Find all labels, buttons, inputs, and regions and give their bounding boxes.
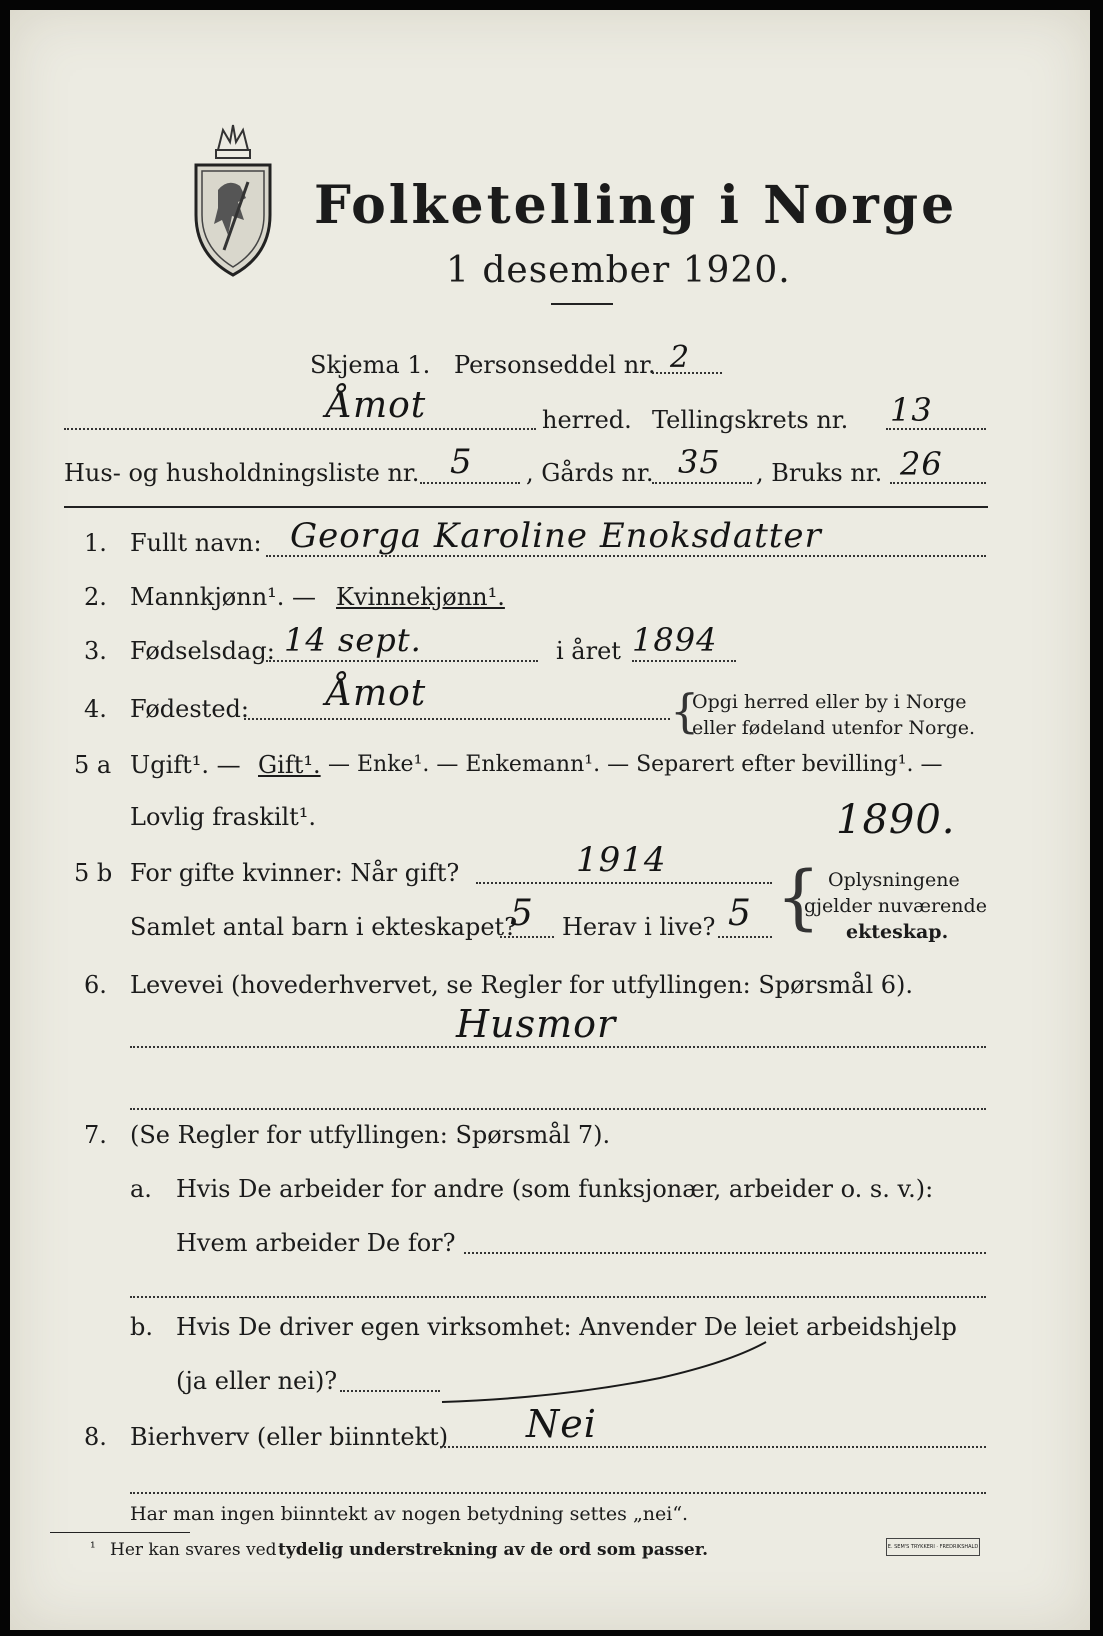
q7-label: (Se Regler for utfyllingen: Spørsmål 7). [130, 1121, 611, 1149]
q1-label: Fullt navn: [130, 529, 262, 557]
q7a-line1: Hvis De arbeider for andre (som funksjonær, arbeider o. s. v.): [176, 1175, 934, 1203]
birth-year-field[interactable] [632, 660, 736, 662]
footnote-rule [50, 1532, 190, 1533]
q8-number: 8. [84, 1423, 107, 1451]
marriage-year-value: 1914 [576, 840, 667, 880]
tellingskrets-value: 13 [890, 391, 933, 429]
q7b-number: b. [130, 1313, 153, 1341]
q5a-line2: Lovlig fraskilt¹. [130, 803, 317, 831]
q4-number: 4. [84, 695, 107, 723]
herred-label: herred. [542, 406, 632, 434]
occupation-field[interactable] [130, 1046, 986, 1048]
q3-label: Fødselsdag: [130, 637, 275, 665]
footnote-mark: ¹ [90, 1540, 96, 1556]
gards-field[interactable] [652, 482, 752, 484]
q6-number: 6. [84, 971, 107, 999]
q5b-note-line3: ekteskap. [846, 921, 949, 943]
personseddel-label: Personseddel nr. [454, 351, 656, 379]
full-name-value: Georga Karoline Enoksdatter [290, 516, 822, 556]
birthplace-field[interactable] [244, 718, 670, 720]
q5a-gift-underlined: Gift¹. [258, 751, 321, 779]
birthday-value: 14 sept. [284, 621, 422, 659]
q4-note-line1: Opgi herred eller by i Norge [692, 691, 967, 713]
employer-field-2[interactable] [130, 1296, 986, 1298]
norwegian-coat-of-arms-icon [188, 120, 278, 280]
children-alive-value: 5 [728, 893, 752, 934]
bruks-label: , Bruks nr. [756, 459, 883, 487]
occupation-value: Husmor [456, 1002, 617, 1046]
personseddel-value: 2 [670, 340, 691, 375]
q4-label: Fødested: [130, 695, 249, 723]
q2-mann: Mannkjønn¹. — [130, 583, 317, 611]
footnote-text-b: tydelig understrekning av de ord som passer. [278, 1540, 709, 1560]
q1-number: 1. [84, 529, 107, 557]
q4-note-line2: eller fødeland utenfor Norge. [692, 717, 976, 739]
title-divider [551, 303, 613, 305]
gards-label: , Gårds nr. [526, 459, 654, 487]
q5b-live-label: Herav i live? [562, 913, 716, 941]
schema-label: Skjema 1. [310, 351, 431, 379]
header-rule [64, 506, 988, 508]
q5b-note-line2: gjelder nuværende [804, 895, 987, 917]
form-date: 1 desember 1920. [446, 250, 791, 291]
q7b-line1: Hvis De driver egen virksomhet: Anvender De leiet arbeidshjelp [176, 1313, 957, 1341]
q5a-ugift: Ugift¹. — [130, 751, 241, 779]
q2-kvinne-underlined: Kvinnekjønn¹. [336, 583, 505, 611]
q6-label: Levevei (hovederhvervet, se Regler for utfyllingen: Spørsmål 6). [130, 971, 914, 999]
hired-help-field[interactable] [340, 1390, 440, 1392]
q5b-number: 5 b [74, 859, 113, 887]
footer-note: Har man ingen biinntekt av nogen betydning settes „nei“. [130, 1503, 689, 1525]
birthplace-value: Åmot [326, 673, 427, 714]
q2-number: 2. [84, 583, 107, 611]
tellingskrets-label: Tellingskrets nr. [652, 406, 849, 434]
q5a-number: 5 a [74, 751, 112, 779]
herred-field[interactable] [64, 428, 536, 430]
q8-label: Bierhverv (eller biinntekt) [130, 1423, 449, 1451]
children-alive-field[interactable] [718, 936, 772, 938]
q5b-brace: { [776, 856, 821, 938]
printer-stamp: E. SEM'S TRYKKERI · FREDRIKSHALD [886, 1538, 980, 1556]
side-income-field-2[interactable] [130, 1492, 986, 1494]
employer-field[interactable] [464, 1252, 986, 1254]
occupation-field-2[interactable] [130, 1108, 986, 1110]
q5b-label: For gifte kvinner: Når gift? [130, 859, 460, 887]
birthday-field[interactable] [266, 660, 538, 662]
children-field[interactable] [500, 936, 554, 938]
bruks-value: 26 [900, 445, 943, 483]
q3-number: 3. [84, 637, 107, 665]
birth-year-value: 1894 [632, 621, 718, 659]
q5b-note-line1: Oplysningene [828, 869, 960, 891]
handwritten-stroke [440, 1340, 770, 1410]
form-title: Folketelling i Norge [314, 175, 958, 236]
q3-year-label: i året [556, 637, 621, 665]
q5b-barn-label: Samlet antal barn i ekteskapet? [130, 913, 518, 941]
q7-number: 7. [84, 1121, 107, 1149]
marriage-year-field[interactable] [476, 882, 772, 884]
q5b-margin-note: 1890. [836, 797, 956, 843]
q4-brace: { [670, 684, 700, 738]
hus-field[interactable] [420, 482, 520, 484]
side-income-value: Nei [526, 1402, 597, 1446]
q5a-rest: — Enke¹. — Enkemann¹. — Separert efter bevilling¹. — [328, 752, 943, 777]
side-income-field[interactable] [440, 1446, 986, 1448]
q7b-line2: (ja eller nei)? [176, 1367, 338, 1395]
gards-value: 35 [678, 443, 721, 481]
footnote-text-a: Her kan svares ved [110, 1540, 277, 1560]
hus-value: 5 [450, 442, 473, 482]
hus-label: Hus- og husholdningsliste nr. [64, 459, 420, 487]
herred-value: Åmot [326, 385, 427, 426]
q7a-number: a. [130, 1175, 152, 1203]
census-form-page [10, 10, 1090, 1630]
q7a-line2: Hvem arbeider De for? [176, 1229, 456, 1257]
children-value: 5 [510, 893, 534, 934]
